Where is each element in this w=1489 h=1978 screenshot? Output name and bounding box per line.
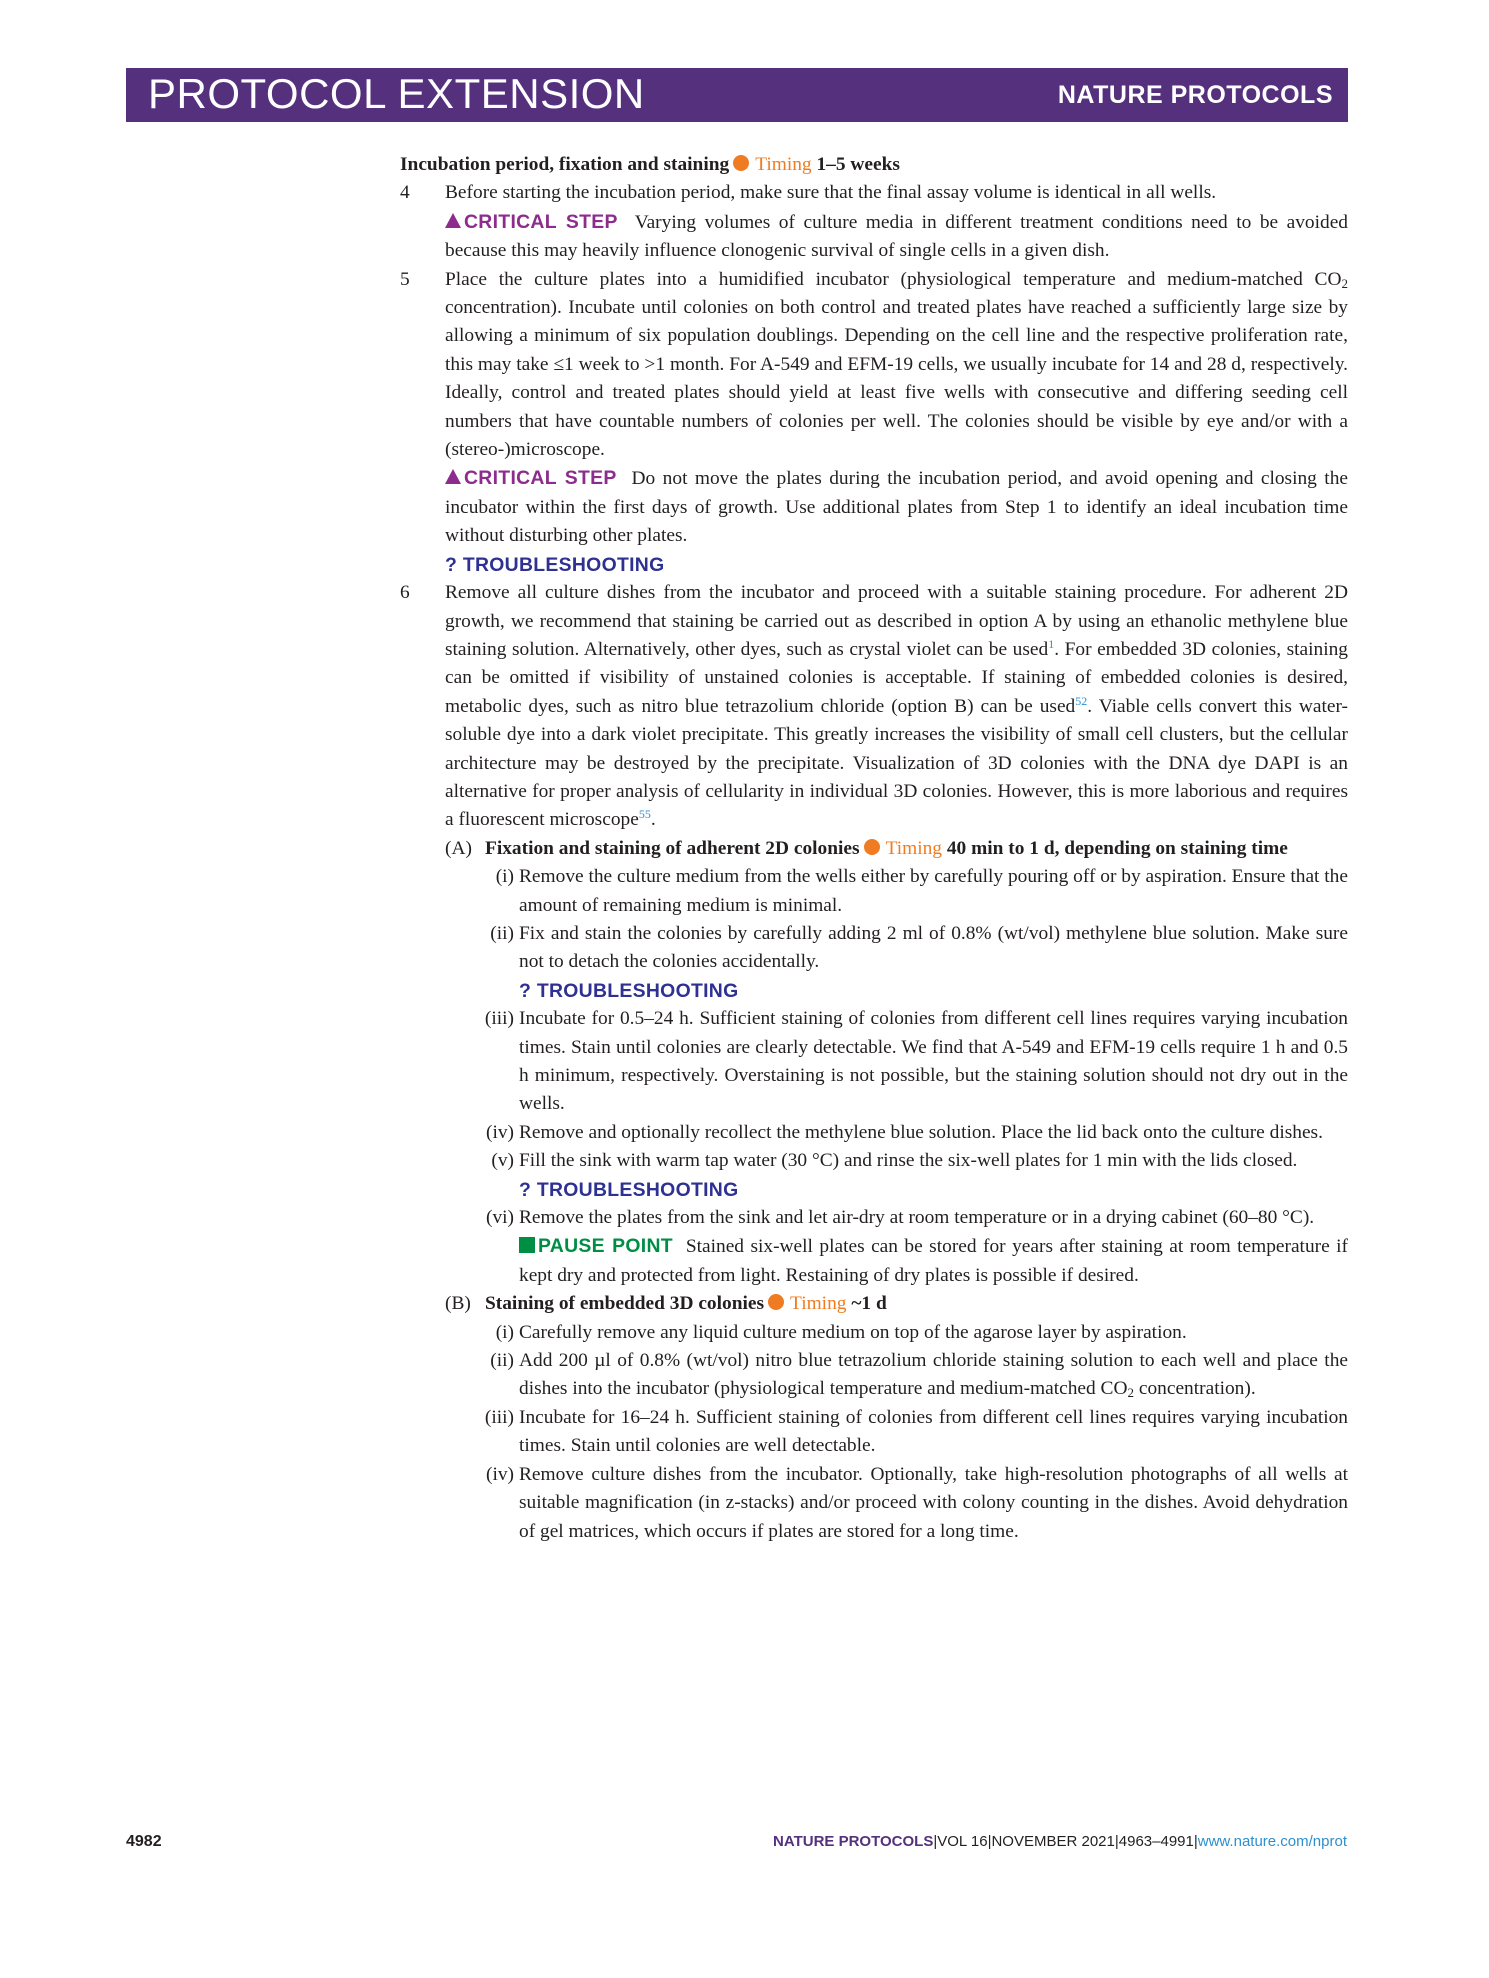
critical-triangle-icon (445, 469, 461, 484)
substep-label: (i) (495, 1321, 514, 1343)
option-a (445, 835, 1348, 863)
step-text: Before starting the incubation period, make sure that the final assay volume is identical in all wells. (445, 182, 1217, 204)
substep-text: Fill the sink with warm tap water (30 °C) and rinse the six-well plates for 1 min with the lids closed. (519, 1150, 1298, 1172)
footer-journal: NATURE PROTOCOLS (773, 1833, 934, 1850)
timing-dot-icon (864, 839, 880, 855)
main-content (400, 151, 1348, 1546)
step-number: 4 (400, 182, 410, 204)
timing-dot-icon (768, 1294, 784, 1310)
reference-link[interactable]: 55 (638, 807, 651, 822)
step-text-part: Remove all culture dishes from the incubator and proceed with a suitable staining procedure. For adherent 2D growth, we recommend that staining be carried out as described in option A by using an ethanolic methylene blue staining solution. Alternatively, other dyes, such as crystal violet can be used (445, 582, 1348, 660)
subscript: 2 (1341, 275, 1348, 291)
troubleshooting-label: ? TROUBLESHOOTING (519, 1178, 739, 1201)
pause-text: Stained six-well plates can be stored for years after staining at room temperature if kept dry and protected from light. Restaining of dry plates is possible if desired. (519, 1236, 1349, 1286)
pause-point-label: PAUSE POINT (538, 1235, 673, 1258)
step-5 (400, 266, 1348, 579)
substep-text: Fix and stain the colonies by carefully adding 2 ml of 0.8% (wt/vol) methylene blue solution. Make sure not to detach the colonies accidentally. (519, 922, 1348, 973)
substep-text: Incubate for 0.5–24 h. Sufficient staining of colonies from different cell lines requires varying incubation times. Stain until colonies are clearly detectable. We find that A-549 and EFM-19 cells require 1 h and 0.5 h minimum, respectively. Overstaining is not possible, but the staining solution should not dry out in the wells. (519, 1008, 1348, 1115)
subscript: 2 (1127, 1385, 1134, 1401)
critical-step-label: CRITICAL STEP (464, 210, 618, 233)
reference-link[interactable]: 52 (1075, 693, 1088, 708)
critical-note (445, 464, 1348, 550)
option-b (445, 1290, 1348, 1318)
critical-text: Do not move the plates during the incubation period, and avoid opening and closing the incubator within the first days of growth. Use additional plates from Step 1 to identify an ideal incubation time without disturbing other plates. (445, 468, 1348, 547)
step-text (445, 579, 1348, 835)
section-title: Incubation period, fixation and staining (400, 154, 730, 175)
substep-b-iii (485, 1404, 1348, 1461)
substep-a-ii (485, 920, 1348, 1005)
critical-step-label: CRITICAL STEP (464, 467, 617, 490)
substep-a-v (485, 1147, 1348, 1204)
footer-separator: | (933, 1833, 938, 1850)
substep-label: (iii) (484, 1406, 514, 1428)
step-number: 6 (400, 582, 410, 604)
substep-label: (iv) (486, 1121, 514, 1143)
timing-value: 1–5 weeks (816, 154, 900, 175)
timing-value: 40 min to 1 d, depending on staining time (946, 837, 1288, 859)
substep-b-iv (485, 1461, 1348, 1546)
substep-a-vi (485, 1204, 1348, 1290)
section-heading (400, 151, 1348, 179)
substep-a-iii (485, 1005, 1348, 1119)
substep-text: Remove culture dishes from the incubator. Optionally, take high-resolution photographs of all wells at suitable magnification (in z-stacks) and/or proceed with colony counting in the dishes. Avoid dehydration of gel matrices, which occurs if plates are stored for a long time. (519, 1463, 1348, 1542)
substep-text (519, 1347, 1348, 1404)
option-label: (B) (445, 1293, 471, 1315)
article-type: PROTOCOL EXTENSION (148, 70, 645, 117)
troubleshooting-label: ? TROUBLESHOOTING (519, 979, 739, 1002)
substep-label: (iv) (486, 1463, 514, 1485)
substep-label: (v) (491, 1150, 514, 1172)
journal-name: NATURE PROTOCOLS (1057, 81, 1333, 109)
step-text-part: concentration). Incubate until colonies on both control and treated plates have reached a sufficiently large size by allowing a minimum of six population doublings. Depending on the cell line and the respective proliferation rate, this may take ≤1 week to >1 month. For A-549 and EFM-19 cells, we usually incubate for 14 and 28 d, respectively. Ideally, control and treated plates should yield at least five wells with consecutive and differing seeding cell numbers that have countable numbers of colonies per well. The colonies should be visible by eye and/or with a (stereo-)microscope. (445, 297, 1348, 461)
substep-label: (ii) (490, 922, 514, 944)
option-label: (A) (445, 837, 472, 859)
option-title (485, 1290, 1348, 1318)
footer-separator: | (1193, 1833, 1198, 1850)
substep-label: (vi) (486, 1207, 514, 1229)
step-6 (400, 579, 1348, 835)
substep-a-i (485, 863, 1348, 920)
header-banner (126, 68, 1348, 122)
substep-b-i (485, 1319, 1348, 1347)
substep-text-part: concentration). (1134, 1378, 1256, 1400)
substep-text: Remove the plates from the sink and let air-dry at room temperature or in a drying cabinet (60–80 °C). (519, 1207, 1315, 1229)
footer-separator: | (987, 1833, 992, 1850)
step-text (445, 266, 1348, 465)
substep-text: Remove the culture medium from the wells either by carefully pouring off or by aspiration. Ensure that the amount of remaining medium is minimal. (519, 866, 1348, 916)
critical-note (445, 208, 1348, 266)
substep-label: (i) (495, 866, 514, 888)
timing-label: Timing (790, 1293, 847, 1315)
timing-label: Timing (885, 837, 942, 859)
option-title-text: Fixation and staining of adherent 2D colonies (485, 837, 860, 859)
pause-note (519, 1232, 1348, 1290)
footer-citation (773, 1833, 1347, 1850)
step-text-part: . Viable cells convert this water-soluble dye into a dark violet precipitate. This greatly increases the visibility of small cell clusters, but the cellular architecture may be destroyed by the precipitate. Visualization of 3D colonies with the DNA dye DAPI is an alternative for proper analysis of cellularity in individual 3D colonies. However, this is more laborious and requires a fluorescent microscope (445, 695, 1348, 831)
timing-dot-icon (733, 155, 749, 171)
substep-label: (ii) (490, 1350, 514, 1372)
substep-b-ii (485, 1347, 1348, 1404)
footer-url-link[interactable]: www.nature.com/nprot (1197, 1833, 1347, 1850)
step-text-part: Place the culture plates into a humidified incubator (physiological temperature and medium-matched CO (445, 268, 1342, 290)
step-number: 5 (400, 268, 410, 290)
timing-value: ~1 d (851, 1293, 887, 1315)
step-4 (400, 179, 1348, 265)
pause-square-icon (519, 1237, 535, 1253)
step-text-part: . (650, 809, 656, 831)
footer-separator: | (1114, 1833, 1119, 1850)
option-title-text: Staining of embedded 3D colonies (485, 1293, 765, 1315)
timing-label: Timing (755, 154, 812, 175)
substep-text-part: Add 200 µl of 0.8% (wt/vol) nitro blue tetrazolium chloride staining solution to each well and place the dishes into the incubator (physiological temperature and medium-matched CO (519, 1350, 1348, 1400)
substep-a-iv (485, 1119, 1348, 1147)
footer-pages: 4963–4991 (1118, 1833, 1194, 1850)
page-number: 4982 (126, 1833, 162, 1850)
footer-volume: VOL 16 (937, 1833, 988, 1850)
reference-link[interactable]: 1 (1048, 636, 1055, 651)
substep-text: Carefully remove any liquid culture medium on top of the agarose layer by aspiration. (519, 1321, 1187, 1343)
substep-text: Incubate for 16–24 h. Sufficient staining of colonies from different cell lines requires varying incubation times. Stain until colonies are well detectable. (519, 1406, 1348, 1457)
option-title (485, 835, 1348, 863)
critical-text: Varying volumes of culture media in different treatment conditions need to be avoided because this may heavily influence clonogenic survival of single cells in a given dish. (445, 211, 1349, 262)
footer-date: NOVEMBER 2021 (991, 1833, 1115, 1850)
substep-label: (iii) (484, 1008, 514, 1030)
critical-triangle-icon (445, 213, 461, 228)
troubleshooting-label: ? TROUBLESHOOTING (445, 553, 665, 576)
step-text-part: . For embedded 3D colonies, staining can be omitted if visibility of unstained colonies is acceptable. If staining of embedded colonies is desired, metabolic dyes, such as nitro blue tetrazolium chloride (option B) can be used (445, 638, 1348, 717)
substep-text: Remove and optionally recollect the methylene blue solution. Place the lid back onto the culture dishes. (519, 1121, 1323, 1143)
